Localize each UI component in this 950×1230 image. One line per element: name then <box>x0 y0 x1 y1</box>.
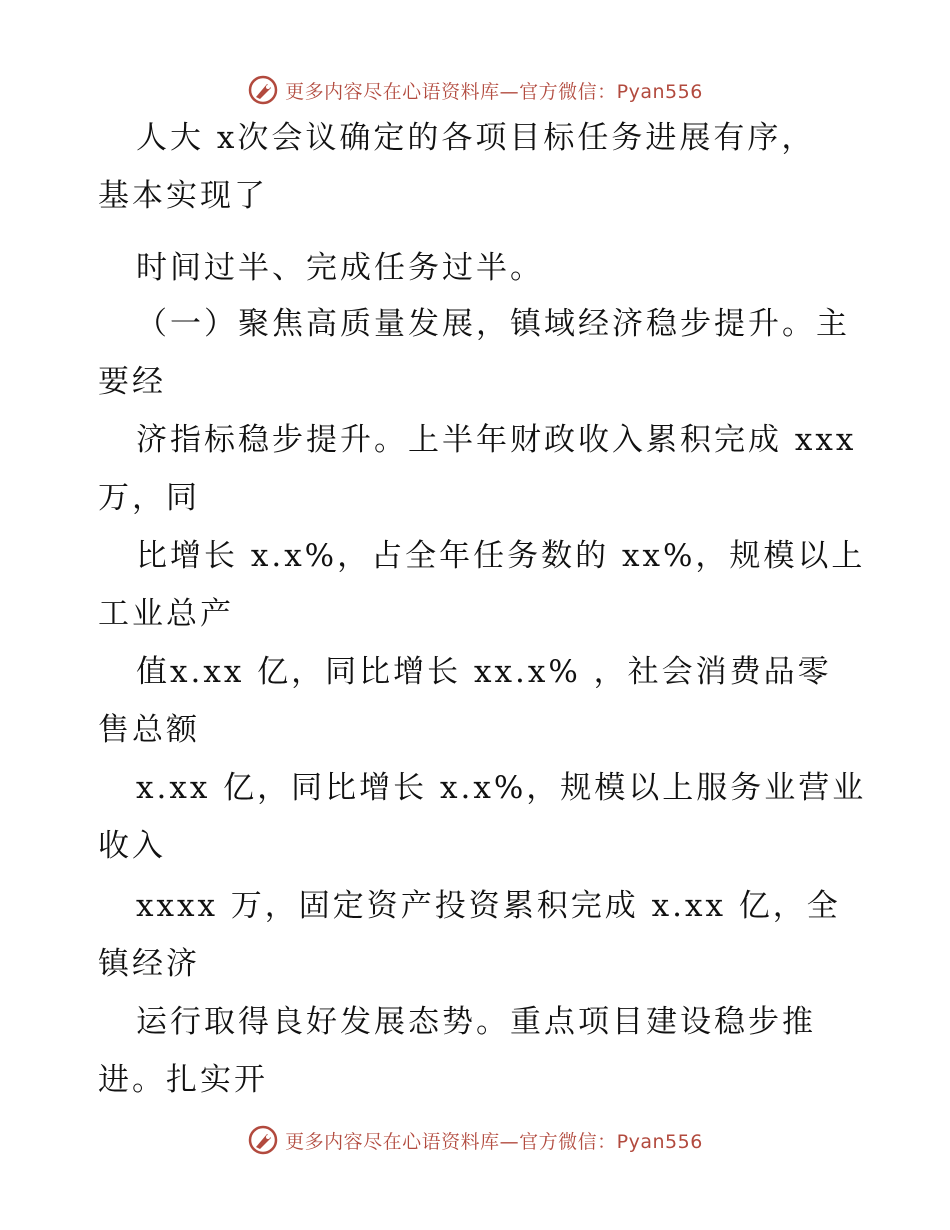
text-line: 售总额 <box>98 712 200 748</box>
text-line: 基本实现了 <box>98 178 268 214</box>
text-line: 运行取得良好发展态势。重点项目建设稳步推 <box>136 1004 816 1040</box>
text-line: 济指标稳步提升。上半年财政收入累积完成 xxx <box>136 422 857 458</box>
text-line: x.xx 亿，同比增长 x.x%，规模以上服务业营业 <box>136 770 867 806</box>
text-line: 镇经济 <box>98 946 200 982</box>
text-line: 要经 <box>98 364 166 400</box>
text-line: 比增长 x.x%，占全年任务数的 xx%，规模以上 <box>136 538 866 574</box>
text-line: 时间过半、完成任务过半。 <box>136 250 544 286</box>
text-line: 人大 x次会议确定的各项目标任务进展有序， <box>136 120 816 156</box>
text-line: 工业总产 <box>98 596 234 632</box>
header-watermark <box>0 70 950 110</box>
pen-nib-icon <box>247 74 279 106</box>
text-line: 进。扎实开 <box>98 1062 268 1098</box>
text-line: 值x.xx 亿，同比增长 xx.x% ，社会消费品零 <box>136 654 832 690</box>
watermark-text: 更多内容尽在心语资料库—官方微信：Pyan556 <box>285 1130 703 1153</box>
text-line: xxxx 万，固定资产投资累积完成 x.xx 亿，全 <box>136 888 841 924</box>
footer-watermark <box>0 1120 950 1160</box>
watermark-text: 更多内容尽在心语资料库—官方微信：Pyan556 <box>285 80 703 103</box>
text-line: 收入 <box>98 828 166 864</box>
text-line: （一）聚焦高质量发展，镇域经济稳步提升。主 <box>136 306 850 342</box>
pen-nib-icon <box>247 1124 279 1156</box>
text-line: 万，同 <box>98 480 200 516</box>
